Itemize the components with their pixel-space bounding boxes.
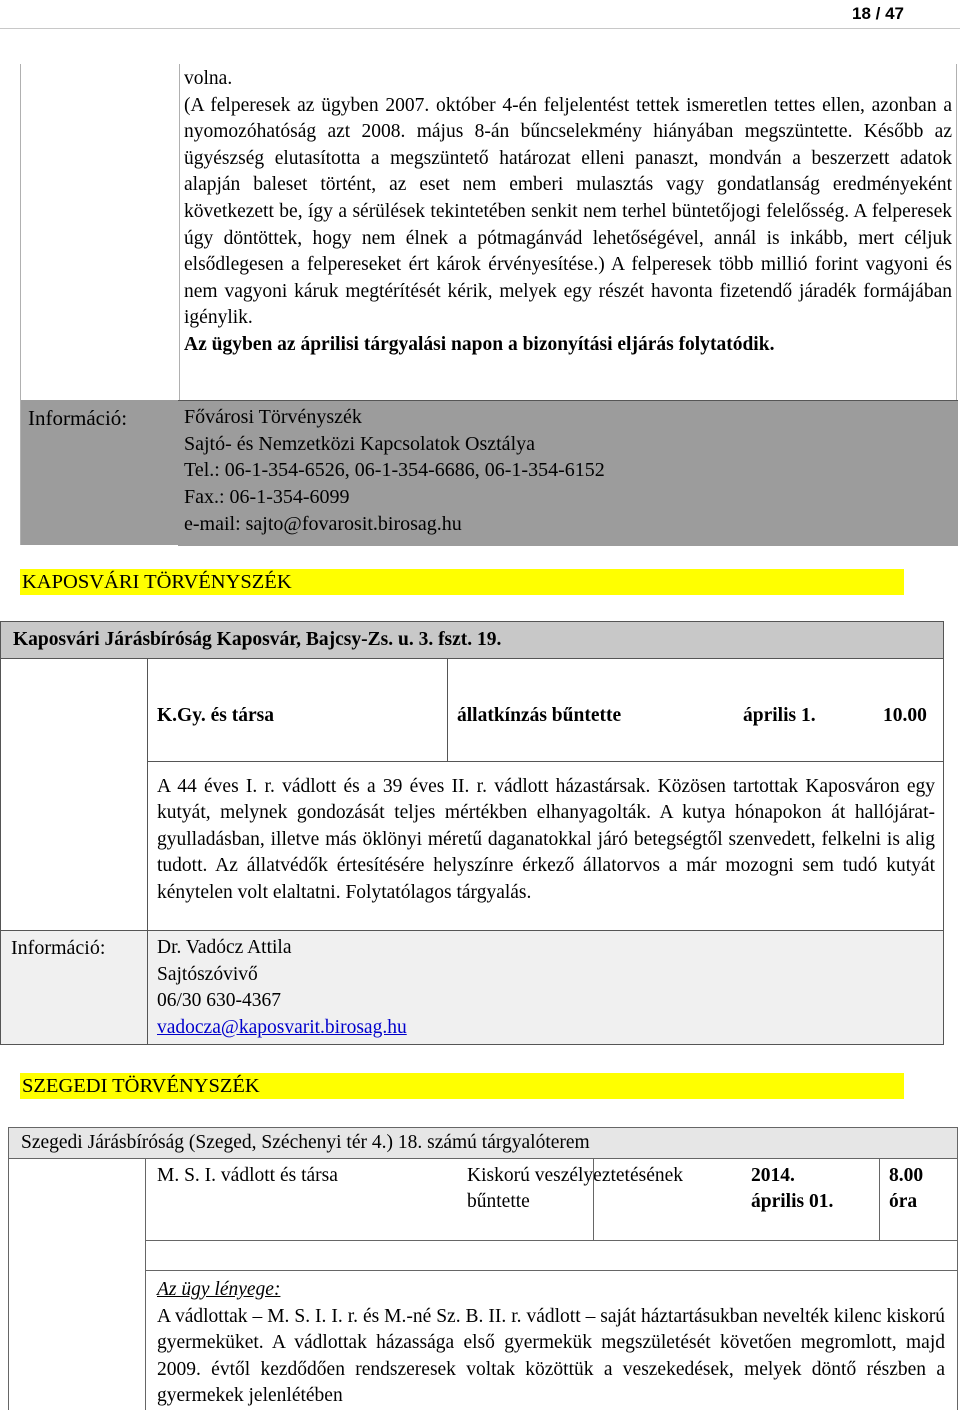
- case-time-unit: óra: [889, 1191, 918, 1212]
- court-heading-kaposvar: KAPOSVÁRI TÖRVÉNYSZÉK: [20, 569, 904, 595]
- contact-org: Fővárosi Törvényszék: [184, 406, 362, 428]
- case-offense-line-2: bűntette: [467, 1191, 530, 1212]
- info-label: Információ:: [28, 406, 128, 430]
- header-divider: [0, 28, 960, 29]
- contact-role: Sajtószóvivő: [157, 963, 258, 985]
- case-offense: állatkínzás bűntette: [457, 705, 622, 726]
- case-offense-line-1: Kiskorú veszélyeztetésének: [467, 1165, 684, 1186]
- case-description: [184, 66, 952, 359]
- desc-paragraph: (A felperesek az ügyben 2007. október 4-én feljelentést tettek ismeretlen tettes ellen, azonban a nyomozóhatóság azt 2008. május 8-án bűncselekmény hiányában megszüntette. Később az ügyészség elutasította a megszüntető határozat elleni panaszt, mondván a beszerzett adatok alapján baleset történt, az eset nem emberi mulasztás vagy gondatlanság eredményeként következett be, így a sérülések tekintetében senkit nem terhel büntetőjogi felelősség. A felperesek úgy döntöttek, hogy nem élnek a pótmagánvád lehetőségével, annál is inkább, mert céljuk elsődlegesen a felpereseket ért károk érvényesítése.) A felperesek több millió forint vagyoni és nem vagyoni káruk megtérítését kérik, melyek egy részét havonta fizetendő járadék formájában igénylik.: [184, 94, 952, 329]
- contact-fax: Fax.: 06-1-354-6099: [184, 486, 350, 509]
- case-time-value: 8.00: [889, 1165, 924, 1186]
- case-date-year: 2014.: [751, 1165, 795, 1186]
- contact-name: Dr. Vadócz Attila: [157, 937, 292, 958]
- contact-dept: Sajtó- és Nemzetközi Kapcsolatok Osztálya: [184, 432, 535, 455]
- case-date-day: április 01.: [751, 1191, 834, 1212]
- case-parties: K.Gy. és társa: [157, 705, 274, 726]
- subject-text: A vádlottak – M. S. I. I. r. és M.-né Sz. B. II. r. vádlott – saját háztartásukban nevelték kilenc kiskorú gyermeküket. A vádlottak házassága első gyermekük megszületését követően megromlott, majd 2009. évtől kezdődően rendszeresek voltak közöttük a veszekedések, melyek döntő részben a gyermekek jelenlétében: [157, 1305, 945, 1406]
- contact-email: e-mail: sajto@fovarosit.birosag.hu: [184, 512, 462, 535]
- contact-info: [184, 404, 605, 538]
- case-time: 10.00: [883, 705, 927, 726]
- case-row: [145, 1159, 957, 1241]
- empty-row: [145, 1240, 957, 1271]
- contact-phone: 06/30 630-4367: [157, 990, 282, 1011]
- venue-header-kaposvar: Kaposvári Járásbíróság Kaposvár, Bajcsy-Zs. u. 3. fszt. 19.: [0, 621, 944, 659]
- case-description: [157, 1277, 945, 1410]
- court-heading-szeged: SZEGEDI TÖRVÉNYSZÉK: [20, 1073, 904, 1099]
- case-date: [751, 1163, 833, 1215]
- case-parties: M. S. I. vádlott és társa: [157, 1165, 338, 1186]
- contact-phone: Tel.: 06-1-354-6526, 06-1-354-6686, 06-1-354-6152: [184, 459, 605, 482]
- info-row: [1, 930, 943, 1044]
- case-time: [889, 1163, 923, 1215]
- case-date: április 1.: [743, 705, 816, 726]
- hearing-note: Az ügyben az áprilisi tárgyalási napon a bizonyítási eljárás folytatódik.: [184, 333, 775, 355]
- case-table-szeged: [8, 1159, 958, 1410]
- case-table-kaposvar: [0, 659, 944, 1045]
- venue-header-szeged: Szegedi Járásbíróság (Szeged, Széchenyi tér 4.) 18. számú tárgyalóterem: [8, 1127, 958, 1159]
- info-label: Információ:: [11, 937, 106, 959]
- contact-info: [157, 935, 407, 1041]
- desc-line-1: volna.: [184, 68, 233, 89]
- page-number: 18 / 47: [852, 4, 904, 23]
- subject-label: Az ügy lényege:: [157, 1279, 281, 1300]
- contact-email-link[interactable]: vadocza@kaposvarit.birosag.hu: [157, 1016, 407, 1038]
- case-table-budapest: [20, 64, 958, 545]
- case-offense: [467, 1163, 683, 1215]
- label-column: [20, 64, 179, 545]
- case-description: A 44 éves I. r. vádlott és a 39 éves II. r. vádlott házastársak. Közösen tartottak Kaposváron egy kutyát, melynek gondozását teljes mértékben elhanyagolták. A kutya hónapokon át hallójárat-gyulladásban, illetve más öklönyi méretű daganatokkal járó betegségtől szenvedett, felkelni is alig tudott. Az állatvédők értesítésére helyszínre érkező állatorvos a már mozogni sem tudó kutyát kénytelen volt elaltatni. Folytatólagos tárgyalás.: [157, 776, 935, 903]
